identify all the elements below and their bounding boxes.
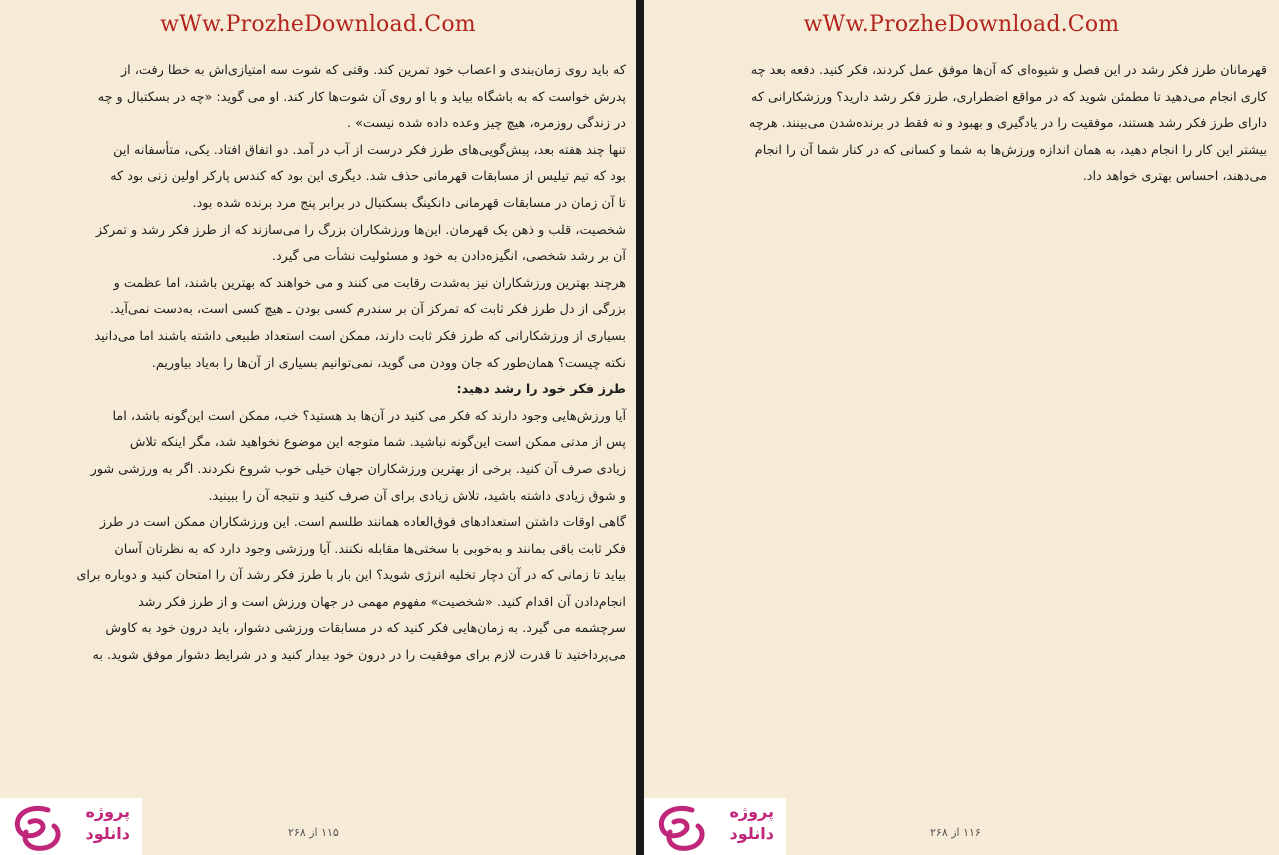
text-line: هرچند بهترین ورزشکاران نیز به‌شدت رقابت می کنند و می خواهند که بهترین باشند، اما عظمت و	[113, 275, 626, 291]
text-line: بیشتر این کار را انجام دهید، به همان اندازه ورزش‌ها به شما و کسانی که در کنار شما آن را انجام	[754, 142, 1267, 158]
logo-text-line1: پروژه	[85, 802, 130, 821]
text-line: گاهی اوقات داشتن استعدادهای فوق‌العاده همانند طلسم است. این ورزشکاران ممکن است در طرز	[99, 515, 626, 531]
watermark-left: wWw.ProzheDownload.Com	[160, 12, 476, 37]
page-divider	[636, 0, 644, 855]
site-logo[interactable]	[0, 798, 142, 855]
site-logo[interactable]	[644, 798, 786, 855]
watermark-right: wWw.ProzheDownload.Com	[803, 12, 1120, 37]
logo-text-line2: دانلود	[85, 824, 130, 843]
text-line: زیادی صرف آن کنید. برخی از بهترین ورزشکاران جهان خیلی خوب شروع نکردند. اگر به ورزشی شور	[90, 461, 626, 477]
text-line: شخصیت، قلب و ذهن یک قهرمان. این‌ها ورزشکاران بزرگ را می‌سازند که از طرز فکر رشد و تمرکز	[95, 222, 626, 238]
text-line: دارای طرز فکر رشد هستند، موفقیت را در یادگیری و بهبود و نه فقط در برنده‌شدن می‌بینند. هرچه	[749, 116, 1267, 132]
section-heading: طرز فکر خود را رشد دهید:	[456, 382, 626, 398]
text-line: می‌دهند، احساس بهتری خواهد داد.	[1082, 169, 1267, 185]
right-page	[644, 0, 1279, 855]
logo-text-line1: پروژه	[729, 802, 774, 821]
text-line: که باید روی زمان‌بندی و اعصاب خود تمرین کند. وقتی که شوت سه امتیازی‌اش به خطا رفت، از	[120, 63, 626, 78]
text-line: و شوق زیادی داشته باشید، تلاش زیادی برای آن صرف کنید و نتیجه آن را ببینید.	[208, 488, 626, 504]
text-line: پدرش خواست که به باشگاه بیاید و با او روی آن شوت‌ها کار کند. او می گوید: «چه در بسکتبال و چه	[97, 89, 626, 105]
text-line: بسیاری از ورزشکارانی که طرز فکر ثابت دارند، ممکن است استعداد طبیعی داشته باشند اما می‌دانید	[94, 328, 626, 344]
text-line: فکر ثابت باقی بمانند و به‌خوبی با سختی‌ها مقابله نکنند. آیا ورزشی وجود دارد که به نظرتان آسان	[114, 541, 626, 557]
text-line: انجام‌دادن آن اقدام کنید. «شخصیت» مفهوم مهمی در جهان ورزش است و از طرز فکر رشد	[138, 594, 626, 610]
logo-mark-icon	[652, 802, 712, 852]
text-line: بیاید تا زمانی که در آن دچار تخلیه انرژی شوید؟ این بار با طرز فکر رشد آن را امتحان کنید و دوباره برای	[76, 568, 626, 584]
right-page-body	[656, 58, 1267, 191]
page-number-right: ۱۱۶ از ۲۶۸	[930, 826, 981, 839]
text-line: آن بر رشد شخصی، انگیزه‌دادن به خود و مسئولیت نشأت می گیرد.	[271, 249, 626, 265]
text-line: در زندگی روزمره، هیچ چیز وعده داده شده نیست» .	[346, 116, 626, 132]
text-line: کاری انجام می‌دهید تا مطمئن شوید که در مواقع اضطراری، طرز فکر رشد دارید؟ ورزشکارانی که	[751, 89, 1267, 105]
text-line: سرچشمه می گیرد. به زمان‌هایی فکر کنید که در مسابقات ورزشی دشوار، باید درون خود به کاوش	[105, 621, 626, 637]
text-line: نکته چیست؟ همان‌طور که جان وودن می گوید، نمی‌توانیم بسیاری از آن‌ها را به‌یاد بیاوریم.	[151, 355, 626, 371]
text-line: پس از مدتی ممکن است این‌گونه نباشید. شما متوجه این موضوع نخواهید شد، مگر اینکه تلاش	[129, 435, 626, 451]
left-page	[0, 0, 636, 855]
text-line: بزرگی از دل طرز فکر ثابت که تمرکز آن بر سندرم کسی بودن ـ هیچ کسی است، به‌دست نمی‌آید.	[109, 302, 626, 318]
text-line: تا آن زمان در مسابقات قهرمانی دانکینگ بسکتبال در برابر پنج مرد برنده شده بود.	[192, 195, 626, 211]
text-line: می‌پرداختید تا قدرت لازم برای موفقیت را در درون خود بیدار کنید و در شرایط دشوار موفق شوید. به	[92, 648, 626, 664]
text-line: تنها چند هفته بعد، پیش‌گویی‌های طرز فکر درست از آب در آمد. دو اتفاق افتاد. یکی، متأسفانه این	[113, 142, 626, 158]
page-number-left: ۱۱۵ از ۲۶۸	[288, 826, 339, 839]
text-line: آیا ورزش‌هایی وجود دارند که فکر می کنید در آن‌ها بد هستید؟ خب، ممکن است این‌گونه باشد، اما	[112, 408, 626, 424]
left-page-body	[12, 58, 626, 670]
logo-mark-icon	[8, 802, 68, 852]
logo-text-line2: دانلود	[729, 824, 774, 843]
text-line: بود که تیم تیلیس از مسابقات قهرمانی حذف شد. دیگری این بود که کندس پارکر اولین زنی بود که	[110, 169, 626, 185]
text-line: قهرمانان طرز فکر رشد در این فصل و شیوه‌ای که آن‌ها موفق عمل کردند، فکر کنید. دفعه بعد چه	[750, 63, 1267, 78]
